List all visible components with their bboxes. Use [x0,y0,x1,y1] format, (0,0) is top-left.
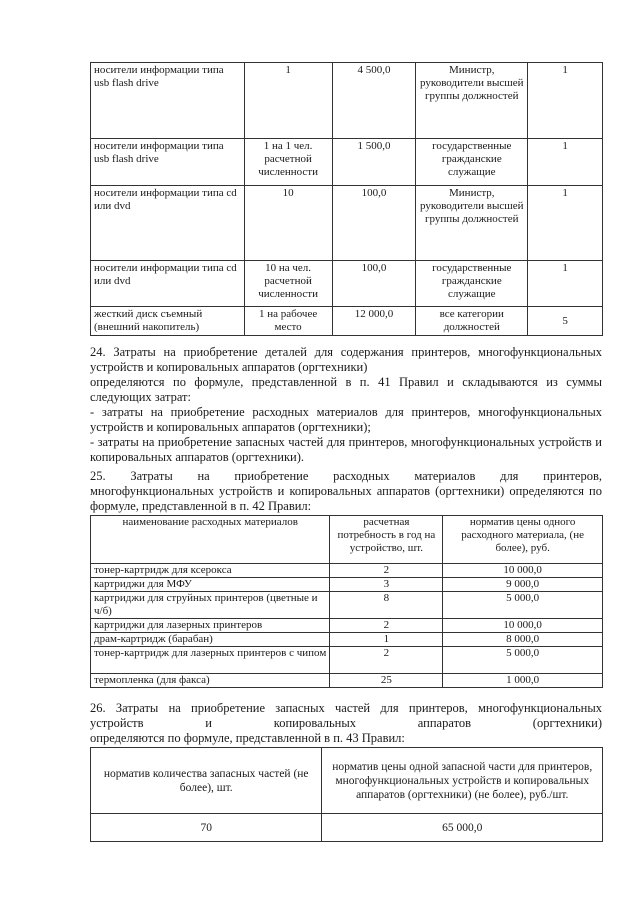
section-25-heading: 25. Затраты на приобретение расходных материалов для принтеров, [90,469,602,483]
media-term: 1 [528,186,603,261]
storage-media-table [90,62,603,336]
consumable-price: 5 000,0 [443,647,603,674]
header-annual-need: расчетная потребность в год на устройство, шт. [330,516,443,564]
section-24-item-consumables: - затраты на приобретение расходных материалов для принтеров, многофункциональных устройств и копировальных аппаратов (оргтехники); [90,405,602,434]
section-25 [90,469,602,514]
media-qty: 10 на чел. расчетной численности [244,261,332,307]
section-26-heading: 26. Затраты на приобретение запасных частей для принтеров, многофункциональных [90,701,602,715]
table-row [91,564,603,578]
consumable-need: 8 [330,592,443,619]
spare-parts-qty: 70 [91,814,322,842]
consumables-table [90,515,603,688]
media-term: 5 [528,307,603,336]
table-row [91,633,603,647]
header-consumable-name: наименование расходных материалов [91,516,330,564]
consumable-need: 2 [330,619,443,633]
media-name: носители информации типа cd или dvd [91,261,245,307]
media-price: 4 500,0 [332,63,416,139]
consumable-name: картриджи для МФУ [91,578,330,592]
consumable-price: 8 000,0 [443,633,603,647]
media-category: все категории должностей [416,307,528,336]
section-25-text: многофункциональных устройств и копировальных аппаратов (оргтехники) определяются по формуле, представленной в п. 42 Правил: [90,484,602,513]
consumable-name: тонер-картридж для лазерных принтеров с чипом [91,647,330,674]
table-row [91,261,603,307]
section-24-heading: 24. Затраты на приобретение деталей для содержания принтеров, многофункциональных устройств и копировальных аппаратов (оргтехники) [90,345,602,374]
section-26-heading-continued: устройств и копировальных аппаратов (оргтехники) [90,716,602,730]
consumable-price: 10 000,0 [443,619,603,633]
media-price: 1 500,0 [332,139,416,186]
consumable-name: картриджи для лазерных принтеров [91,619,330,633]
section-24-text: определяются по формуле, представленной в п. 41 Правил и складываются из суммы следующих затрат: [90,375,602,404]
consumable-price: 5 000,0 [443,592,603,619]
table-row [91,578,603,592]
table-row [91,647,603,674]
media-price: 12 000,0 [332,307,416,336]
media-category: государственные гражданские служащие [416,139,528,186]
consumable-price: 10 000,0 [443,564,603,578]
consumable-name: драм-картридж (барабан) [91,633,330,647]
media-price: 100,0 [332,186,416,261]
media-qty: 10 [244,186,332,261]
table-row [91,307,603,336]
media-name: носители информации типа usb flash drive [91,63,245,139]
consumable-name: тонер-картридж для ксерокса [91,564,330,578]
media-qty: 1 [244,63,332,139]
media-term: 1 [528,63,603,139]
consumable-need: 3 [330,578,443,592]
header-spare-part-price: норматив цены одной запасной части для принтеров, многофункциональных устройств и копировальных аппаратов (оргтехники) (не более), руб./шт. [322,748,603,814]
consumable-need: 2 [330,564,443,578]
header-spare-parts-qty: норматив количества запасных частей (не более), шт. [91,748,322,814]
header-price-norm: норматив цены одного расходного материала, (не более), руб. [443,516,603,564]
table-header-row [91,748,603,814]
table-row [91,186,603,261]
media-category: государственные гражданские служащие [416,261,528,307]
consumable-need: 2 [330,647,443,674]
table-row [91,814,603,842]
section-24-item-spare-parts: - затраты на приобретение запасных частей для принтеров, многофункциональных устройств и копировальных аппаратов (оргтехники). [90,435,602,464]
table-row [91,139,603,186]
media-qty: 1 на рабочее место [244,307,332,336]
consumable-name: картриджи для струйных принтеров (цветные и ч/б) [91,592,330,619]
consumable-need: 25 [330,674,443,688]
media-category: Министр, руководители высшей группы должностей [416,186,528,261]
section-26 [90,701,602,746]
consumable-name: термопленка (для факса) [91,674,330,688]
consumable-price: 9 000,0 [443,578,603,592]
consumable-need: 1 [330,633,443,647]
media-name: носители информации типа usb flash drive [91,139,245,186]
media-price: 100,0 [332,261,416,307]
spare-parts-table [90,747,603,842]
media-name: жесткий диск съемный (внешний накопитель) [91,307,245,336]
section-26-text: определяются по формуле, представленной в п. 43 Правил: [90,731,405,745]
media-name: носители информации типа cd или dvd [91,186,245,261]
table-row [91,619,603,633]
table-header-row [91,516,603,564]
table-row [91,63,603,139]
table-row [91,592,603,619]
spare-part-price: 65 000,0 [322,814,603,842]
media-term: 1 [528,261,603,307]
media-qty: 1 на 1 чел. расчетной численности [244,139,332,186]
media-category: Министр, руководители высшей группы должностей [416,63,528,139]
consumable-price: 1 000,0 [443,674,603,688]
table-row [91,674,603,688]
section-24 [90,345,602,465]
media-term: 1 [528,139,603,186]
